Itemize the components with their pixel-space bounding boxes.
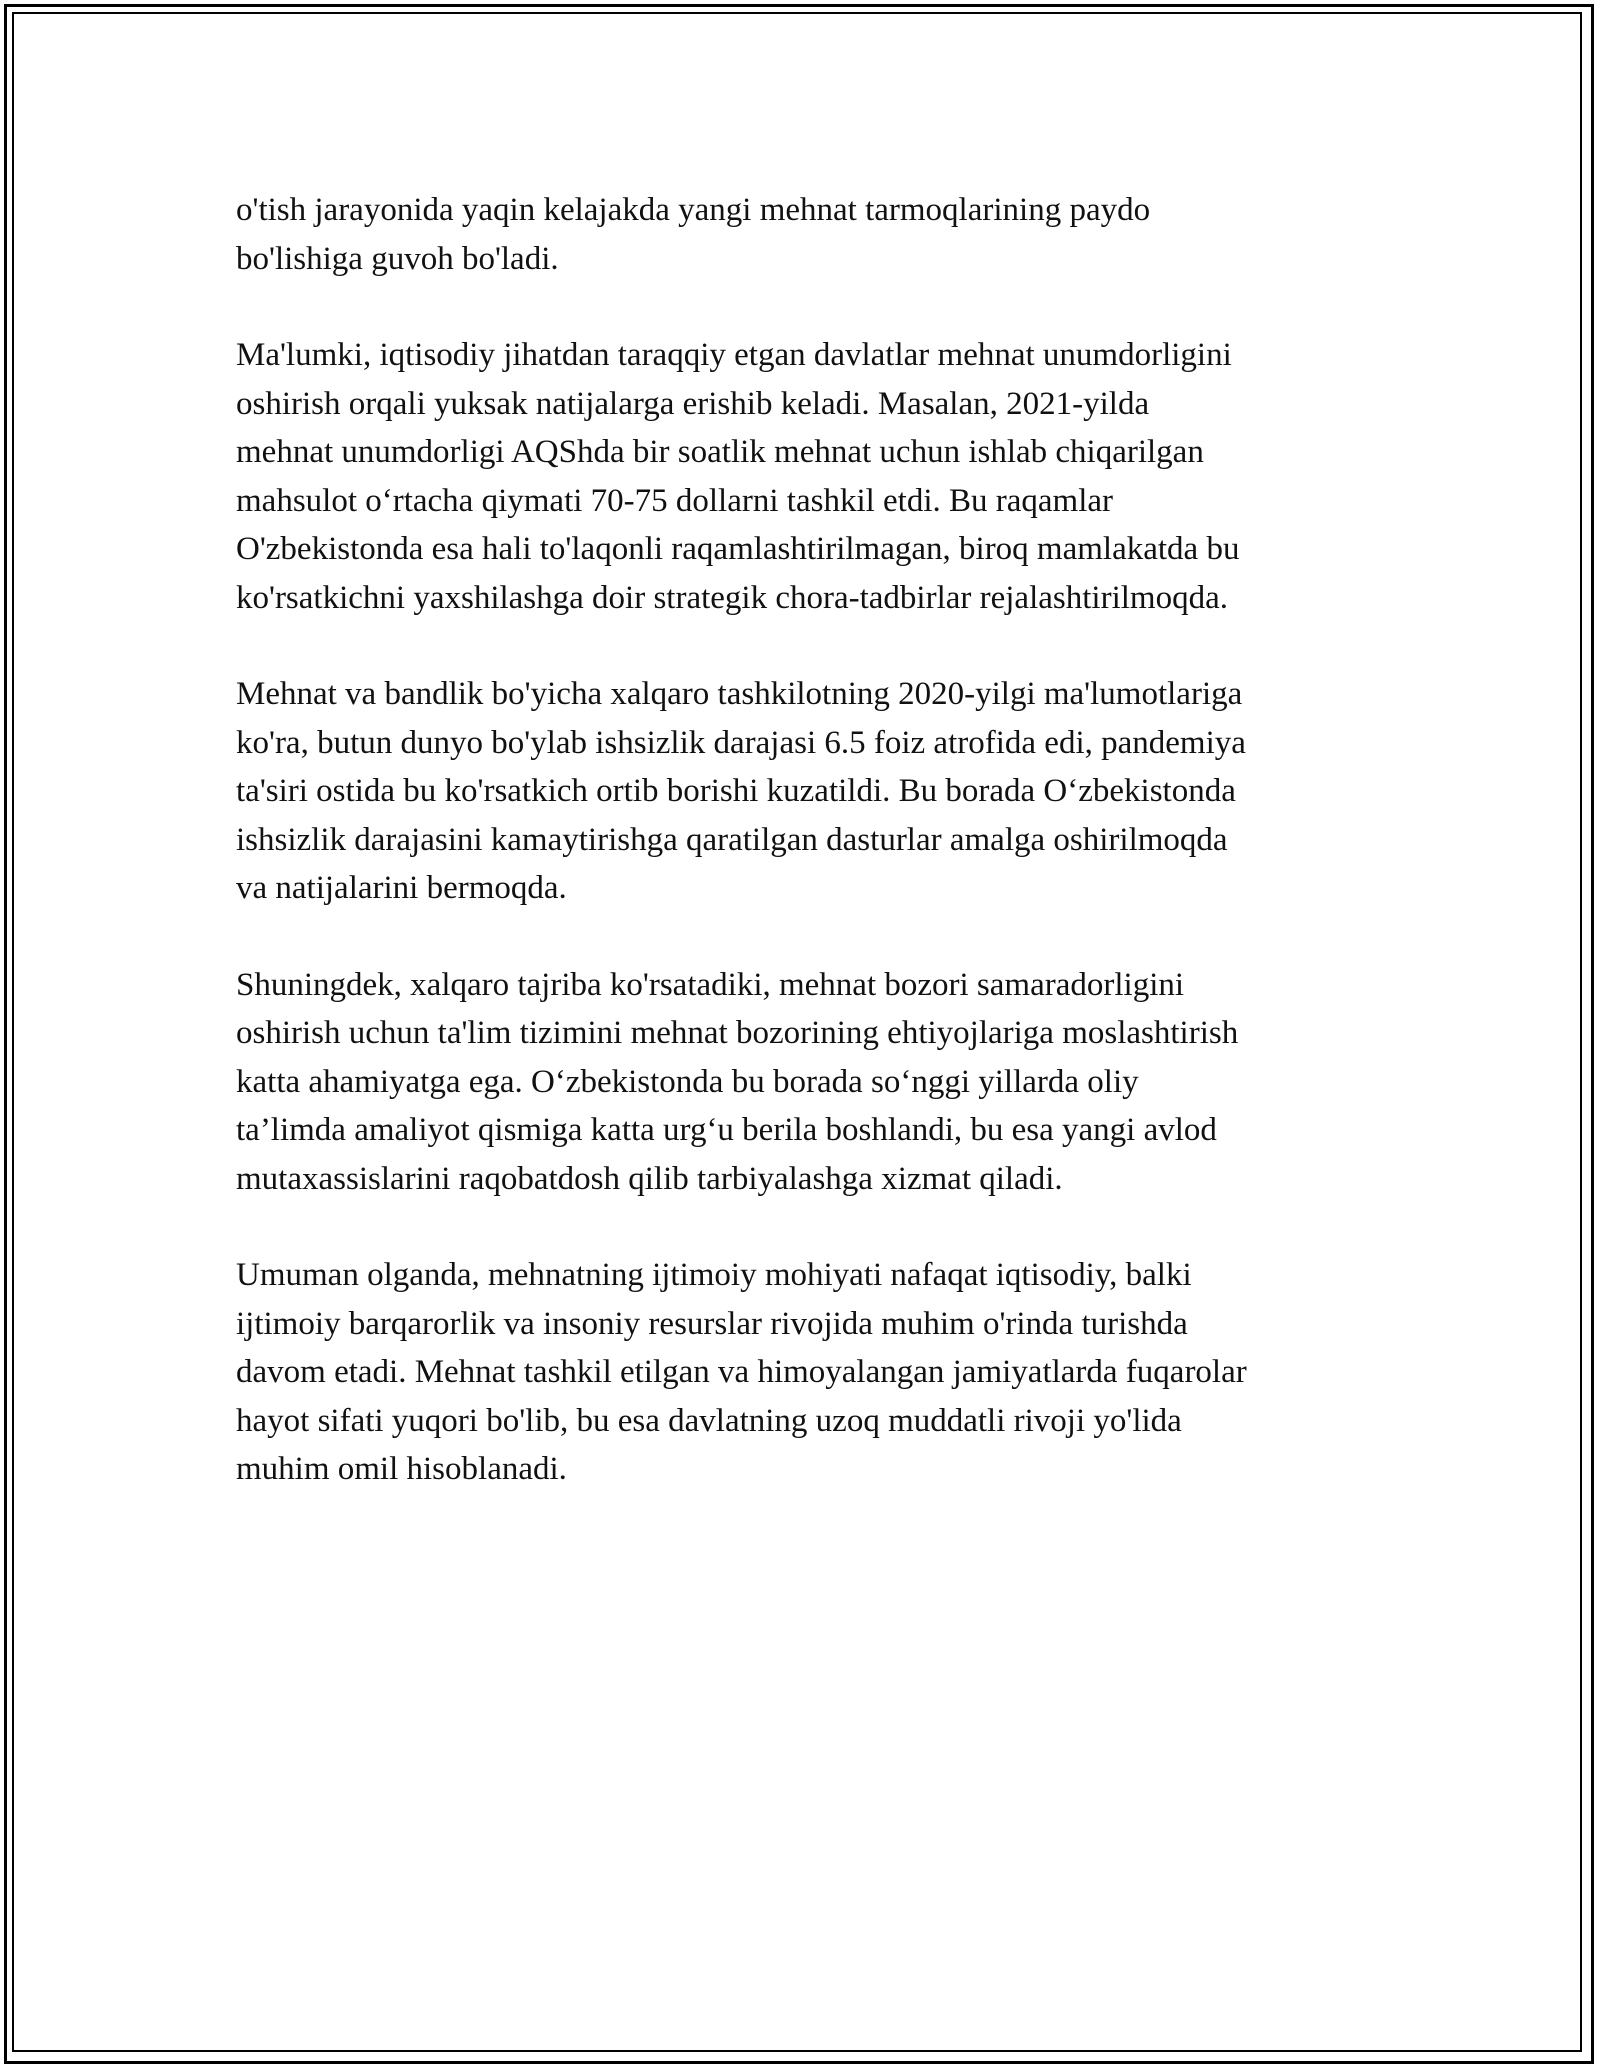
text-line: ta’limda amaliyot qismiga katta urg‘u berila boshlandi, bu esa yangi avlod bbox=[236, 1112, 1217, 1148]
document-body bbox=[236, 186, 1366, 1542]
text-line: ko'ra, butun dunyo bo'ylab ishsizlik darajasi 6.5 foiz atrofida edi, pandemiya bbox=[236, 724, 1246, 761]
paragraph bbox=[236, 186, 1366, 283]
paragraph bbox=[236, 1251, 1366, 1494]
text-line: hayot sifati yuqori bo'lib, bu esa davlatning uzoq muddatli rivoji yo'lida bbox=[236, 1402, 1182, 1439]
text-line: mutaxassislarini raqobatdosh qilib tarbiyalashga xizmat qiladi. bbox=[236, 1160, 1063, 1197]
text-line: davom etadi. Mehnat tashkil etilgan va himoyalangan jamiyatlarda fuqarolar bbox=[236, 1354, 1247, 1390]
text-line: Ma'lumki, iqtisodiy jihatdan taraqqiy etgan davlatlar mehnat unumdorligini bbox=[236, 337, 1232, 373]
paragraph bbox=[236, 670, 1366, 913]
text-line: Mehnat va bandlik bo'yicha xalqaro tashkilotning 2020-yilgi ma'lumotlariga bbox=[236, 676, 1243, 712]
text-line: mahsulot o‘rtacha qiymati 70-75 dollarni tashkil etdi. Bu raqamlar bbox=[236, 482, 1114, 519]
text-line: va natijalarini bermoqda. bbox=[236, 870, 567, 906]
text-line: o'tish jarayonida yaqin kelajakda yangi mehnat tarmoqlarining paydo bbox=[236, 192, 1151, 228]
text-line: ko'rsatkichni yaxshilashga doir strategik chora-tadbirlar rejalashtirilmoqda. bbox=[236, 579, 1228, 616]
text-line: O'zbekistonda esa hali to'laqonli raqamlashtirilmagan, biroq mamlakatda bu bbox=[236, 531, 1240, 567]
text-line: oshirish uchun ta'lim tizimini mehnat bozorining ehtiyojlariga moslashtirish bbox=[236, 1015, 1239, 1051]
text-line: Shuningdek, xalqaro tajriba ko'rsatadiki, mehnat bozori samaradorligini bbox=[236, 966, 1185, 1003]
text-line: muhim omil hisoblanadi. bbox=[236, 1451, 567, 1487]
paragraph bbox=[236, 961, 1366, 1204]
text-line: ijtimoiy barqarorlik va insoniy resurslar rivojida muhim o'rinda turishda bbox=[236, 1305, 1188, 1342]
text-line: ta'siri ostida bu ko'rsatkich ortib borishi kuzatildi. Bu borada O‘zbekistonda bbox=[236, 773, 1236, 809]
text-line: bo'lishiga guvoh bo'ladi. bbox=[236, 240, 559, 277]
text-line: ishsizlik darajasini kamaytirishga qaratilgan dasturlar amalga oshirilmoqda bbox=[236, 821, 1228, 858]
paragraph bbox=[236, 331, 1366, 622]
text-line: Umuman olganda, mehnatning ijtimoiy mohiyati nafaqat iqtisodiy, balki bbox=[236, 1257, 1192, 1293]
text-line: katta ahamiyatga ega. O‘zbekistonda bu borada so‘nggi yillarda oliy bbox=[236, 1063, 1139, 1100]
text-line: mehnat unumdorligi AQShda bir soatlik mehnat uchun ishlab chiqarilgan bbox=[236, 434, 1204, 470]
text-line: oshirish orqali yuksak natijalarga erishib keladi. Masalan, 2021-yilda bbox=[236, 385, 1150, 422]
